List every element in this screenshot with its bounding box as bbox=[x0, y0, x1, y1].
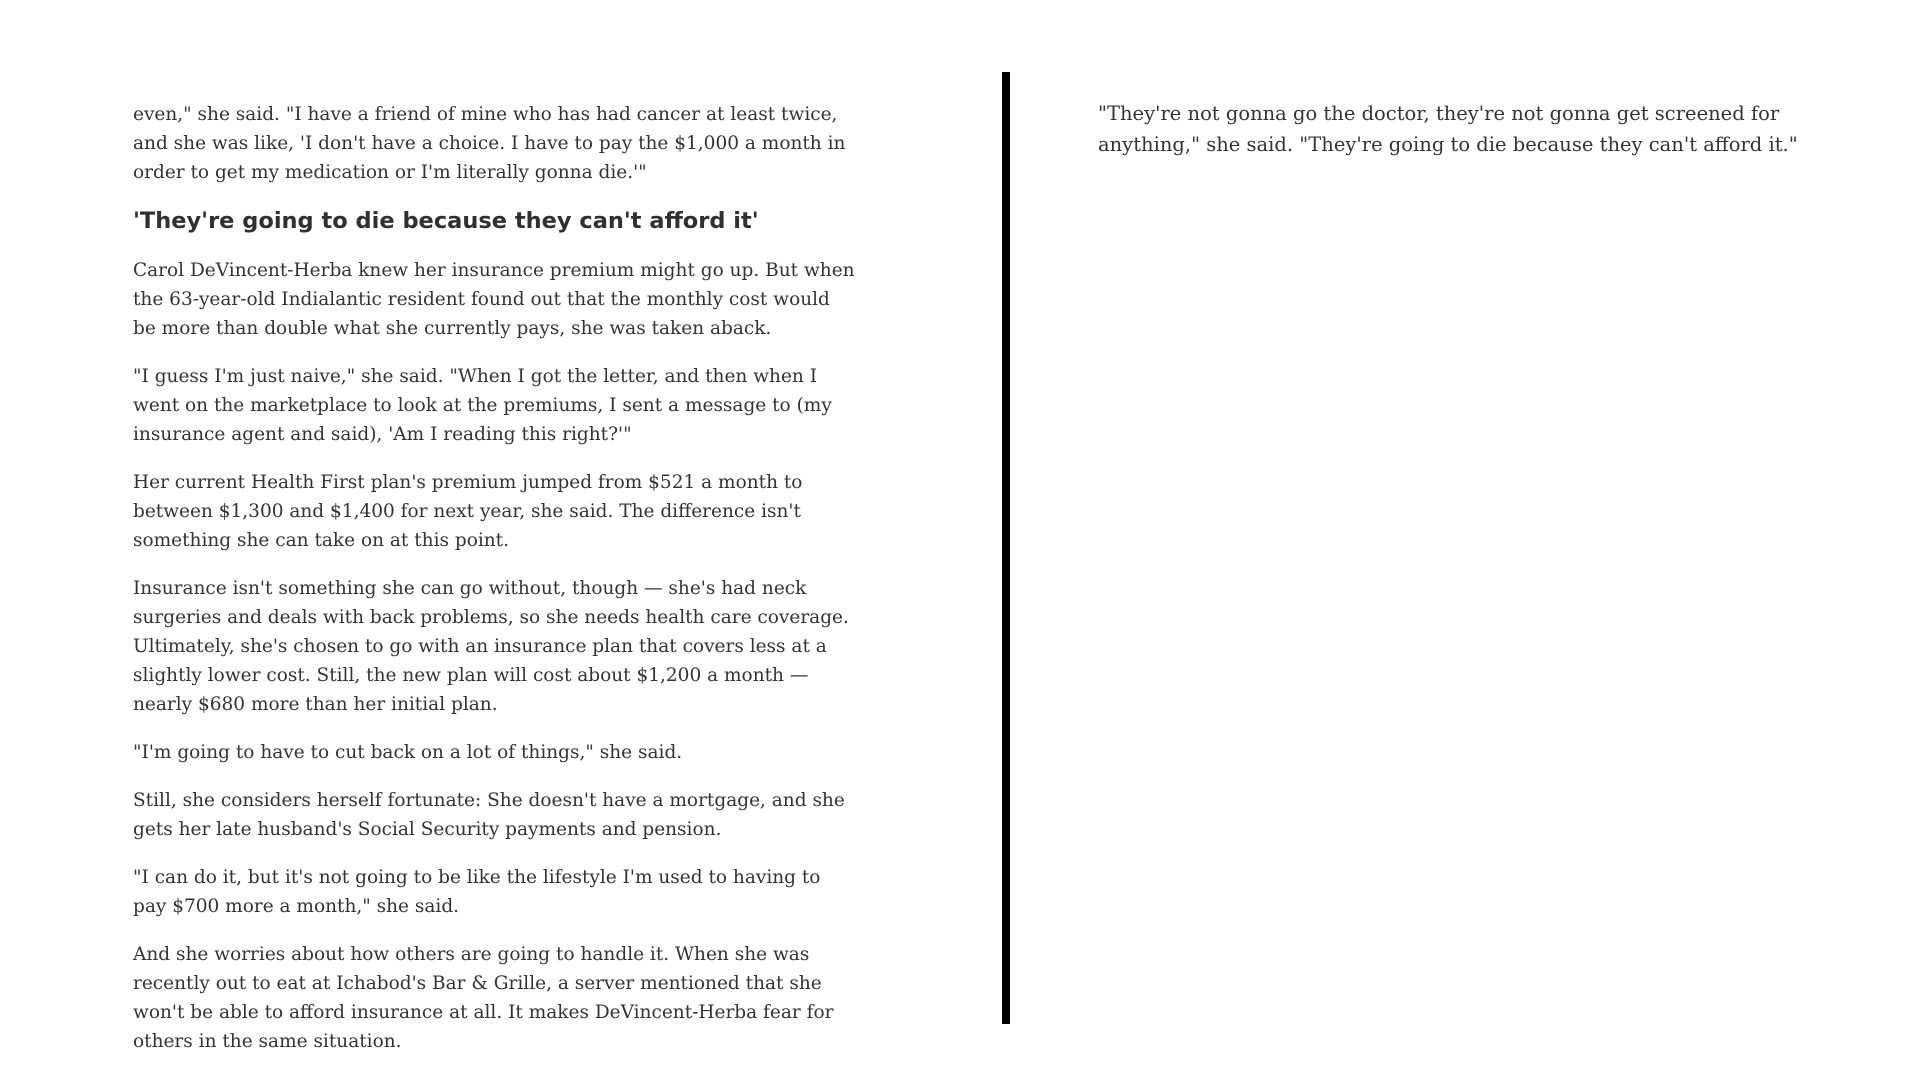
left-column bbox=[133, 100, 855, 1075]
paragraph-2: "I guess I'm just naive," she said. "When I got the letter, and then when I went on the marketplace to look at the premiums, I sent a message to (my insurance agent and said), 'Am I reading this right?'" bbox=[133, 366, 832, 445]
right-paragraph: "They're not gonna go the doctor, they're not gonna get screened for anything," she said. "They're going to die because they can't afford it." bbox=[1098, 102, 1798, 156]
paragraph-4: Insurance isn't something she can go without, though — she's had neck surgeries and deals with back problems, so she needs health care coverage. Ultimately, she's chosen to go with an insurance plan that covers less at a slightly lower cost. Still, the new plan will cost about $1,200 a month — nearly $680 more than her initial plan. bbox=[133, 578, 849, 715]
column-divider bbox=[1002, 72, 1010, 1024]
paragraph-1: Carol DeVincent-Herba knew her insurance premium might go up. But when the 63-year-old Indialantic resident found out that the monthly cost would be more than double what she currently pays, she was taken aback. bbox=[133, 260, 855, 339]
paragraph-7: "I can do it, but it's not going to be like the lifestyle I'm used to having to pay $700 more a month," she said. bbox=[133, 867, 821, 917]
paragraph-5: "I'm going to have to cut back on a lot of things," she said. bbox=[133, 742, 683, 763]
right-column bbox=[1098, 98, 1868, 179]
paragraph-6: Still, she considers herself fortunate: She doesn't have a mortgage, and she gets her late husband's Social Security payments and pension. bbox=[133, 790, 845, 840]
intro-paragraph: even," she said. "I have a friend of mine who has had cancer at least twice, and she was like, 'I don't have a choice. I have to pay the $1,000 a month in order to get my medication or I'm literally gonna die.'" bbox=[133, 104, 846, 183]
section-heading: 'They're going to die because they can't afford it' bbox=[133, 208, 759, 234]
paragraph-8: And she worries about how others are going to handle it. When she was recently out to eat at Ichabod's Bar & Grille, a server mentioned that she won't be able to afford insurance at all. It makes DeVincent-Herba fear for others in the same situation. bbox=[133, 944, 834, 1052]
paragraph-3: Her current Health First plan's premium jumped from $521 a month to between $1,300 and $1,400 for next year, she said. The difference isn't something she can take on at this point. bbox=[133, 472, 803, 551]
